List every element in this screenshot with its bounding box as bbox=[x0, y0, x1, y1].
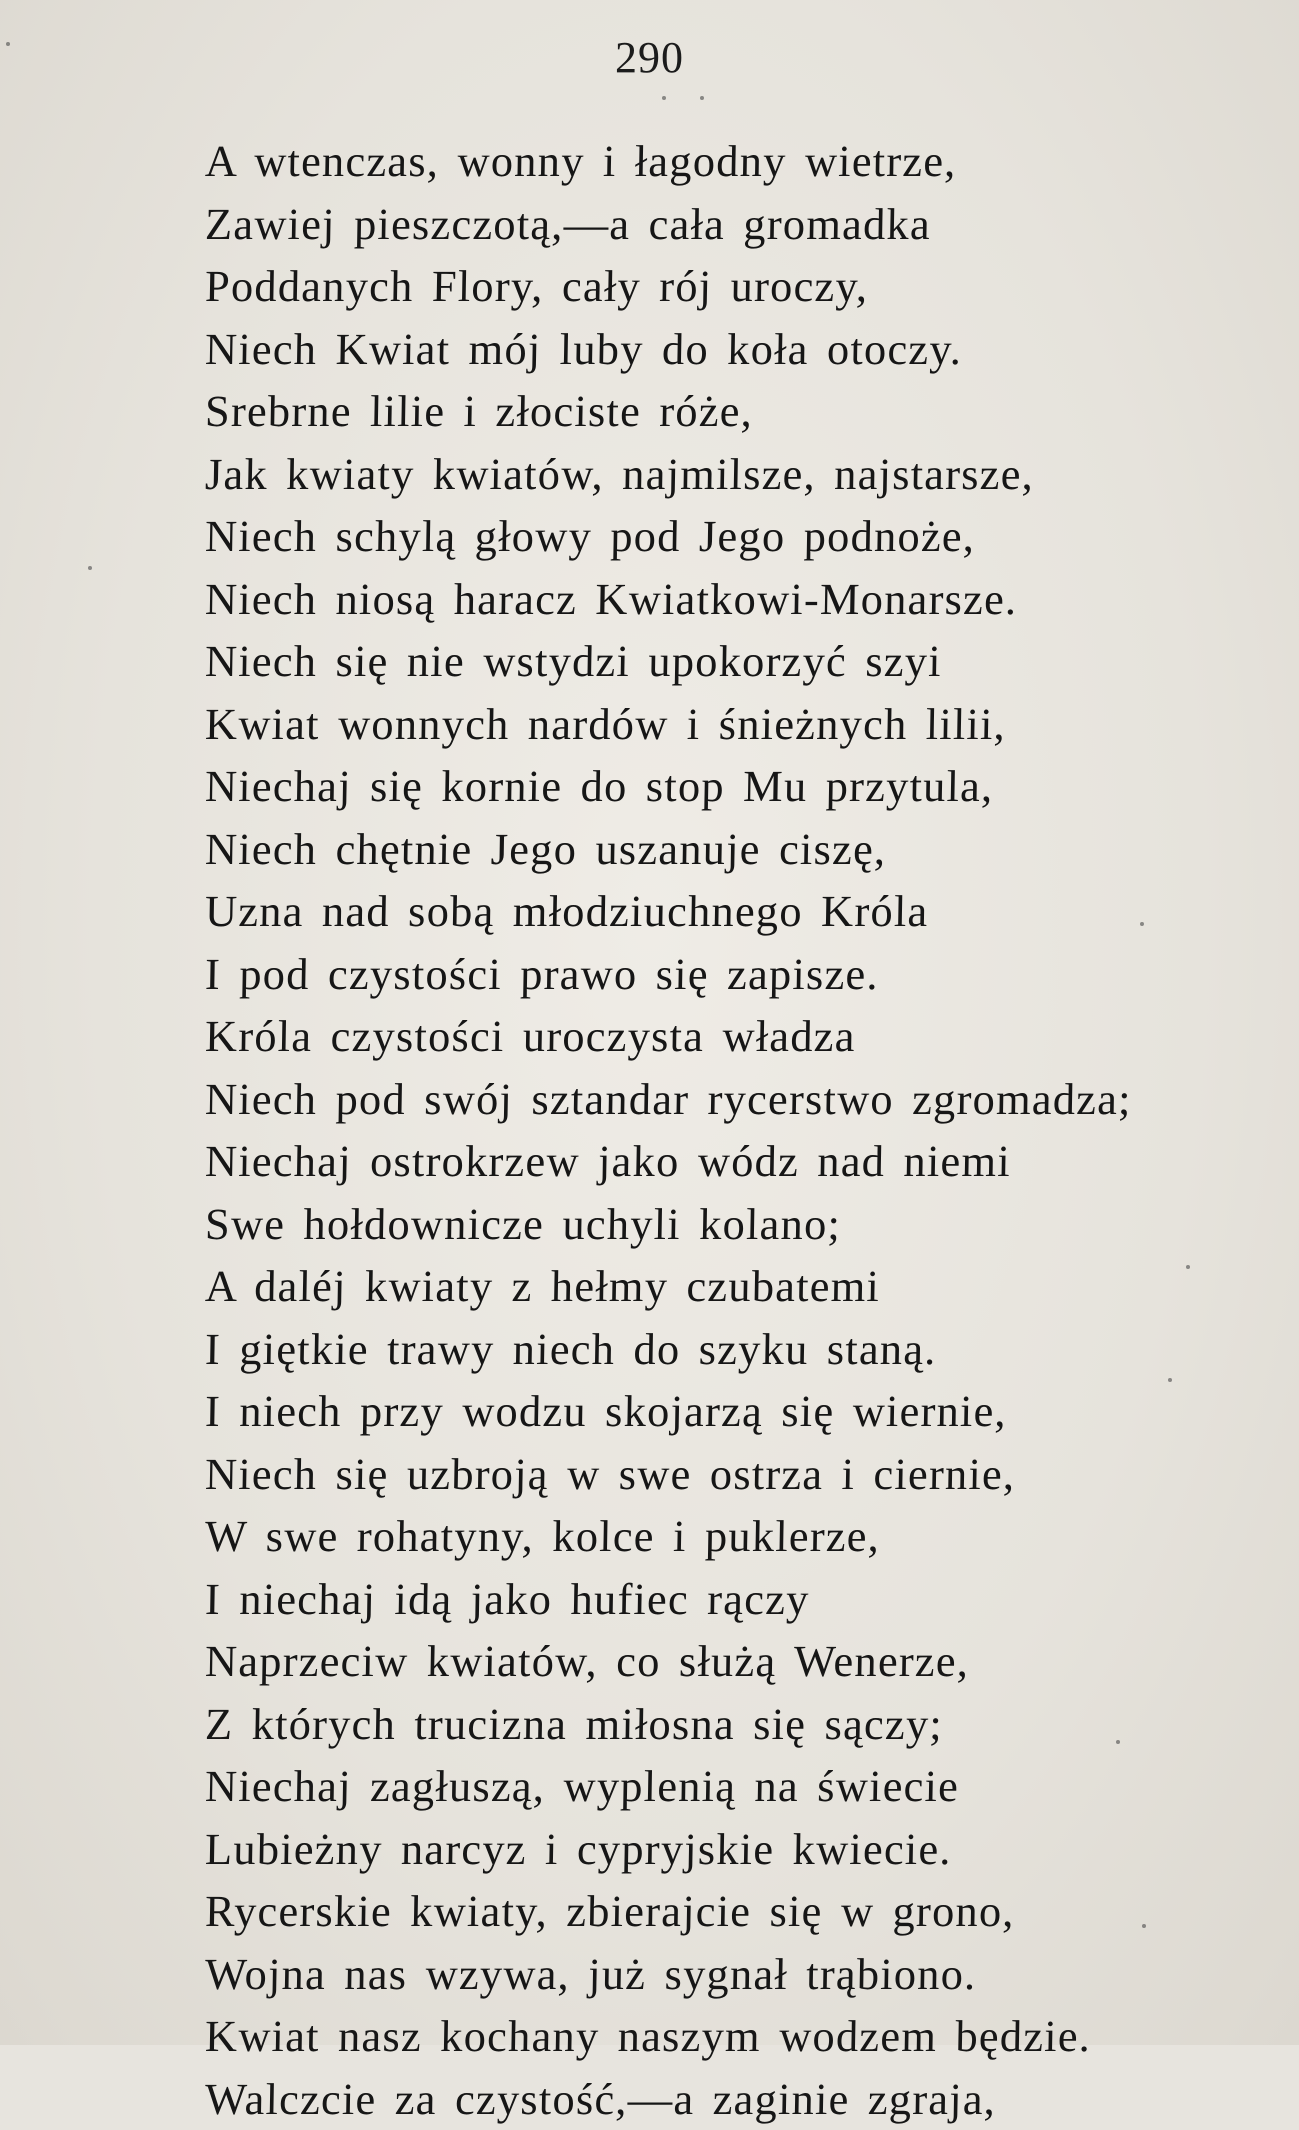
poem-line: Króla czystości uroczysta władza bbox=[204, 1005, 1259, 1068]
paper-speck bbox=[1186, 1265, 1190, 1269]
paper-speck bbox=[1140, 922, 1144, 926]
poem-line: Niech się uzbroją w swe ostrza i ciernie, bbox=[204, 1443, 1259, 1506]
poem-line: Niechaj się kornie do stop Mu przytula, bbox=[204, 755, 1259, 818]
poem-line: Zawiej pieszczotą,—a cała gromadka bbox=[204, 193, 1259, 256]
poem-line: I giętkie trawy niech do szyku staną. bbox=[204, 1318, 1259, 1381]
poem-line: Kwiat wonnych nardów i śnieżnych lilii, bbox=[204, 693, 1259, 756]
poem-line: Wojna nas wzywa, już sygnał trąbiono. bbox=[204, 1943, 1259, 2006]
paper-speck bbox=[88, 566, 92, 570]
poem-line: Lubieżny narcyz i cypryjskie kwiecie. bbox=[204, 1818, 1259, 1881]
poem-line: Niech się nie wstydzi upokorzyć szyi bbox=[204, 630, 1259, 693]
paper-speck bbox=[1168, 1378, 1172, 1382]
poem-line: Rycerskie kwiaty, zbierajcie się w grono, bbox=[204, 1880, 1259, 1943]
poem-line: I niech przy wodzu skojarzą się wiernie, bbox=[204, 1380, 1259, 1443]
poem-line: Niech Kwiat mój luby do koła otoczy. bbox=[204, 318, 1259, 381]
page-number: 290 bbox=[0, 32, 1299, 83]
poem-line: Niech niosą haracz Kwiatkowi-Monarsze. bbox=[204, 568, 1259, 631]
paper-speck bbox=[700, 96, 704, 100]
poem-line: Z których trucizna miłosna się sączy; bbox=[204, 1693, 1259, 1756]
paper-speck bbox=[6, 42, 10, 46]
poem-line: Swe hołdownicze uchyli kolano; bbox=[204, 1193, 1259, 1256]
poem-line: Walczcie za czystość,—a zaginie zgraja, bbox=[204, 2068, 1259, 2130]
poem-text bbox=[205, 130, 1259, 2130]
poem-line: Niechaj ostrokrzew jako wódz nad niemi bbox=[204, 1130, 1259, 1193]
poem-line: W swe rohatyny, kolce i puklerze, bbox=[204, 1505, 1259, 1568]
poem-line: I pod czystości prawo się zapisze. bbox=[204, 943, 1259, 1006]
poem-line: A wtenczas, wonny i łagodny wietrze, bbox=[204, 130, 1259, 193]
poem-line: Niechaj zagłuszą, wyplenią na świecie bbox=[204, 1755, 1259, 1818]
paper-speck bbox=[1116, 1740, 1120, 1744]
poem-line: Srebrne lilie i złociste róże, bbox=[204, 380, 1259, 443]
poem-line: Niech pod swój sztandar rycerstwo zgromadza; bbox=[204, 1068, 1259, 1131]
paper-speck bbox=[1142, 1924, 1146, 1928]
poem-line: Niech chętnie Jego uszanuje ciszę, bbox=[204, 818, 1259, 881]
poem-line: Naprzeciw kwiatów, co służą Wenerze, bbox=[204, 1630, 1259, 1693]
poem-line: Niech schylą głowy pod Jego podnoże, bbox=[204, 505, 1259, 568]
paper-speck bbox=[662, 96, 666, 100]
poem-line: Jak kwiaty kwiatów, najmilsze, najstarsze, bbox=[204, 443, 1259, 506]
poem-line: Kwiat nasz kochany naszym wodzem będzie. bbox=[204, 2005, 1259, 2068]
poem-line: A daléj kwiaty z hełmy czubatemi bbox=[204, 1255, 1259, 1318]
poem-line: I niechaj idą jako hufiec rączy bbox=[204, 1568, 1259, 1631]
poem-line: Poddanych Flory, cały rój uroczy, bbox=[204, 255, 1259, 318]
poem-line: Uzna nad sobą młodziuchnego Króla bbox=[204, 880, 1259, 943]
